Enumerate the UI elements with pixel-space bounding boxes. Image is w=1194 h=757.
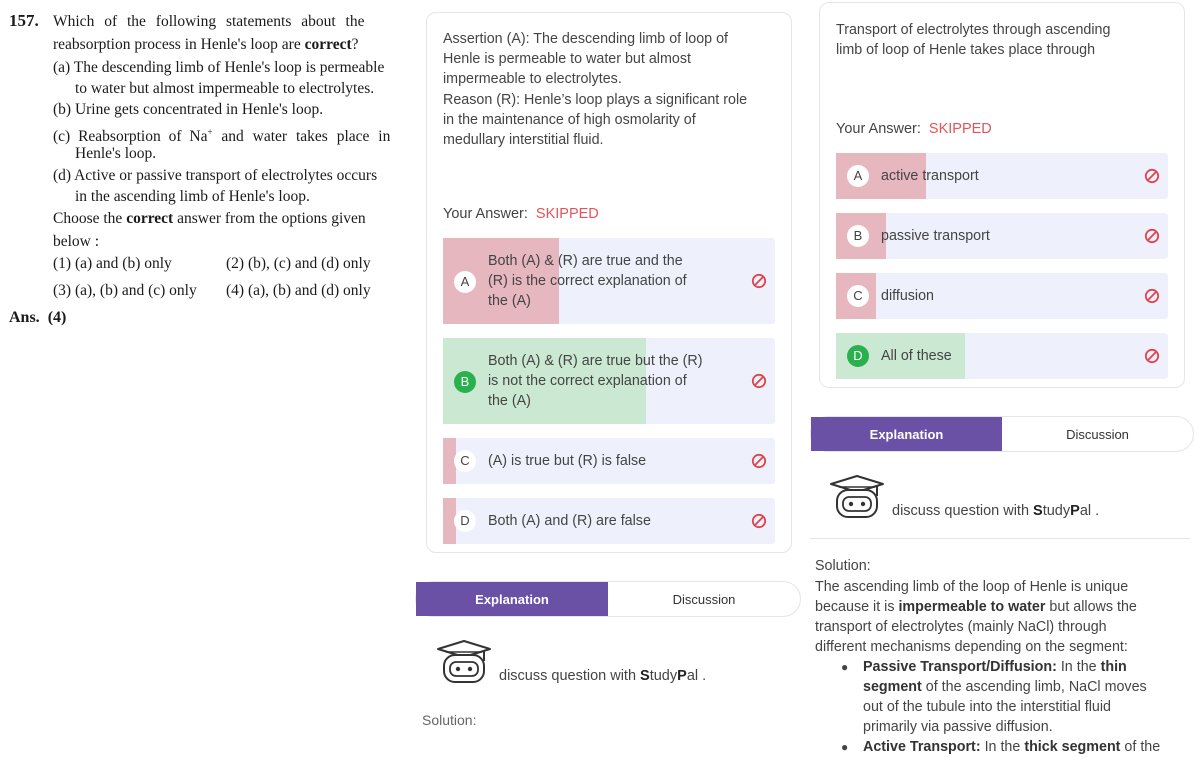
statement-a: (a) The descending limb of Henle's loop is permeable (53, 59, 385, 76)
question-line: limb of loop of Henle takes place through (836, 42, 1096, 59)
option-letter: C (454, 450, 476, 472)
question-line: in the maintenance of high osmolarity of (443, 111, 696, 128)
solution-heading-clipped: Solution: (422, 712, 477, 728)
option-4: (4) (a), (b) and (d) only (226, 282, 371, 299)
bullet-text: In the (1056, 659, 1101, 675)
question-line-2 (53, 35, 359, 55)
statement-d: (d) Active or passive transport of electrolytes occurs (53, 167, 378, 184)
solution-line: The ascending limb of the loop of Henle is unique (815, 579, 1129, 595)
option-label-line: the (A) (488, 293, 531, 309)
statement-c-cont: Henle's loop. (75, 145, 157, 162)
bullet-bold: Passive Transport/Diffusion: (863, 659, 1057, 675)
wrong-ban-icon (1144, 228, 1160, 244)
solution-bullet-passive (841, 657, 1188, 737)
option-label-line: is not the correct explanation of (488, 373, 687, 389)
solution-text-part: but allows the (1045, 599, 1137, 615)
option-letter: D (454, 510, 476, 532)
studypal-al: al . (1079, 503, 1100, 519)
wrong-ban-icon (1144, 168, 1160, 184)
bullet-bold: thick segment (1024, 739, 1121, 755)
solution-heading: Solution: (815, 558, 871, 574)
studypal-al: al . (686, 668, 707, 684)
solution-text-part: because it is (815, 599, 899, 615)
textbook-question (0, 0, 410, 755)
choose-line (53, 209, 366, 229)
option-letter: B (454, 371, 476, 393)
studypal-link[interactable] (892, 503, 1099, 519)
studypal-text: discuss question with (499, 668, 641, 684)
skipped-status: SKIPPED (535, 206, 599, 222)
choose-text-2: answer from the options given (173, 210, 366, 227)
bullet-line (863, 657, 1188, 677)
question-number: 157. (9, 11, 39, 30)
wrong-ban-icon (751, 373, 767, 389)
option-letter: B (847, 225, 869, 247)
solution-line (815, 597, 1190, 617)
studypal-text: discuss question with (892, 503, 1034, 519)
studypal-tudy: tudy (649, 668, 678, 684)
statement-b: (b) Urine gets concentrated in Henle's loop. (53, 101, 324, 118)
tab-discussion[interactable]: Discussion (1066, 426, 1129, 442)
your-answer (836, 121, 992, 137)
divider (810, 538, 1190, 539)
option-label-line: Both (A) & (R) are true but the (R) (488, 353, 703, 369)
question-line: impermeable to electrolytes. (443, 71, 622, 88)
option-label: passive transport (881, 228, 990, 244)
option-letter: A (454, 271, 476, 293)
bullet-text: of the ascending limb, NaCl moves (921, 679, 1147, 695)
correct-keyword: correct (304, 36, 352, 53)
option-d[interactable] (443, 498, 775, 544)
choose-bold: correct (126, 210, 174, 227)
option-b[interactable] (443, 338, 775, 424)
option-label: All of these (881, 348, 952, 364)
tab-discussion[interactable]: Discussion (672, 591, 736, 607)
question-line: Reason (R): Henle’s loop plays a significant role (443, 91, 748, 108)
statement-c-text-2: and water takes place in (212, 128, 391, 146)
skipped-status: SKIPPED (928, 121, 992, 137)
option-2: (2) (b), (c) and (d) only (226, 255, 371, 272)
your-answer (443, 206, 599, 222)
question-line-1 (53, 12, 400, 32)
question-text (443, 29, 783, 150)
option-d[interactable] (836, 333, 1168, 379)
option-label: (A) is true but (R) is false (488, 453, 647, 469)
question-line: medullary interstitial fluid. (443, 132, 604, 149)
option-b[interactable] (836, 213, 1168, 259)
bullet-line: primarily via passive diffusion. (863, 719, 1053, 735)
answer-value: (4) (47, 309, 67, 326)
bullet-text: of the (1120, 739, 1161, 755)
option-label: active transport (881, 168, 979, 184)
option-letter: C (847, 285, 869, 307)
your-answer-label: Your Answer: (443, 206, 528, 222)
question-line: Transport of electrolytes through ascending (836, 22, 1111, 38)
bullet-line (863, 737, 1188, 757)
option-1: (1) (a) and (b) only (53, 255, 172, 272)
option-label-line: the (A) (488, 393, 531, 409)
statement-a-cont: to water but almost impermeable to electrolytes. (75, 80, 375, 97)
wrong-ban-icon (751, 513, 767, 529)
solution-text (815, 556, 1190, 657)
bullet-line: out of the tubule into the interstitial fluid (863, 699, 1111, 715)
bullet-text: In the (980, 739, 1025, 755)
option-3: (3) (a), (b) and (c) only (53, 282, 197, 299)
option-label-line: (R) is the correct explanation of (488, 273, 687, 289)
choose-text: Choose the (53, 210, 127, 227)
studypal-p: P (1070, 503, 1080, 519)
explanation-discussion-tabs (415, 581, 801, 617)
option-a[interactable] (443, 238, 775, 324)
option-letter: A (847, 165, 869, 187)
bullet-line (863, 677, 1188, 697)
wrong-ban-icon (751, 453, 767, 469)
studypal-link[interactable] (499, 668, 706, 684)
studypal-robot-icon[interactable] (829, 474, 885, 520)
solution-line: transport of electrolytes (mainly NaCl) through (815, 619, 1107, 635)
bullet-bold: thin (1100, 659, 1127, 675)
solution-line: different mechanisms depending on the segment: (815, 639, 1128, 655)
option-label (488, 351, 703, 411)
studypal-s: S (640, 668, 650, 684)
solution-bold: impermeable to water (898, 599, 1046, 615)
answer (9, 308, 66, 328)
wrong-ban-icon (1144, 348, 1160, 364)
clipped-solution-heading (422, 712, 792, 728)
bullet-dot: ● (841, 740, 849, 754)
question-line-2-text: reabsorption process in Henle's loop are (53, 36, 305, 53)
question-text (836, 20, 1176, 60)
question-mark: ? (351, 36, 359, 53)
wrong-ban-icon (751, 273, 767, 289)
tab-explanation[interactable]: Explanation (416, 582, 608, 616)
bullet-bold: segment (863, 679, 922, 695)
option-c[interactable] (443, 438, 775, 484)
option-label (488, 251, 687, 311)
superscript-plus: + (207, 127, 213, 137)
option-c[interactable] (836, 273, 1168, 319)
studypal-robot-icon[interactable] (436, 639, 492, 685)
option-label-line: Both (A) & (R) are true and the (488, 253, 683, 269)
solution-bullet-active (841, 737, 1188, 757)
statement-c-text: (c) Reabsorption of Na (53, 128, 208, 146)
question-line: Henle is permeable to water but almost (443, 51, 691, 68)
explanation-discussion-tabs (810, 416, 1194, 452)
option-label: Both (A) and (R) are false (488, 513, 651, 529)
bullet-dot: ● (841, 660, 849, 674)
statement-d-cont: in the ascending limb of Henle's loop. (75, 188, 310, 205)
answer-label: Ans. (9, 309, 40, 326)
question-line: Assertion (A): The descending limb of loop of (443, 31, 729, 47)
your-answer-label: Your Answer: (836, 121, 921, 137)
studypal-tudy: tudy (1042, 503, 1071, 519)
studypal-p: P (677, 668, 687, 684)
option-a[interactable] (836, 153, 1168, 199)
option-letter: D (847, 345, 869, 367)
bullet-bold: Active Transport: (863, 739, 981, 755)
question-line-1-text: Which of the following statements about the (53, 13, 365, 30)
option-label: diffusion (881, 288, 934, 304)
wrong-ban-icon (1144, 288, 1160, 304)
choose-line-2: below : (53, 233, 100, 250)
studypal-s: S (1033, 503, 1043, 519)
tab-explanation[interactable]: Explanation (811, 417, 1002, 451)
